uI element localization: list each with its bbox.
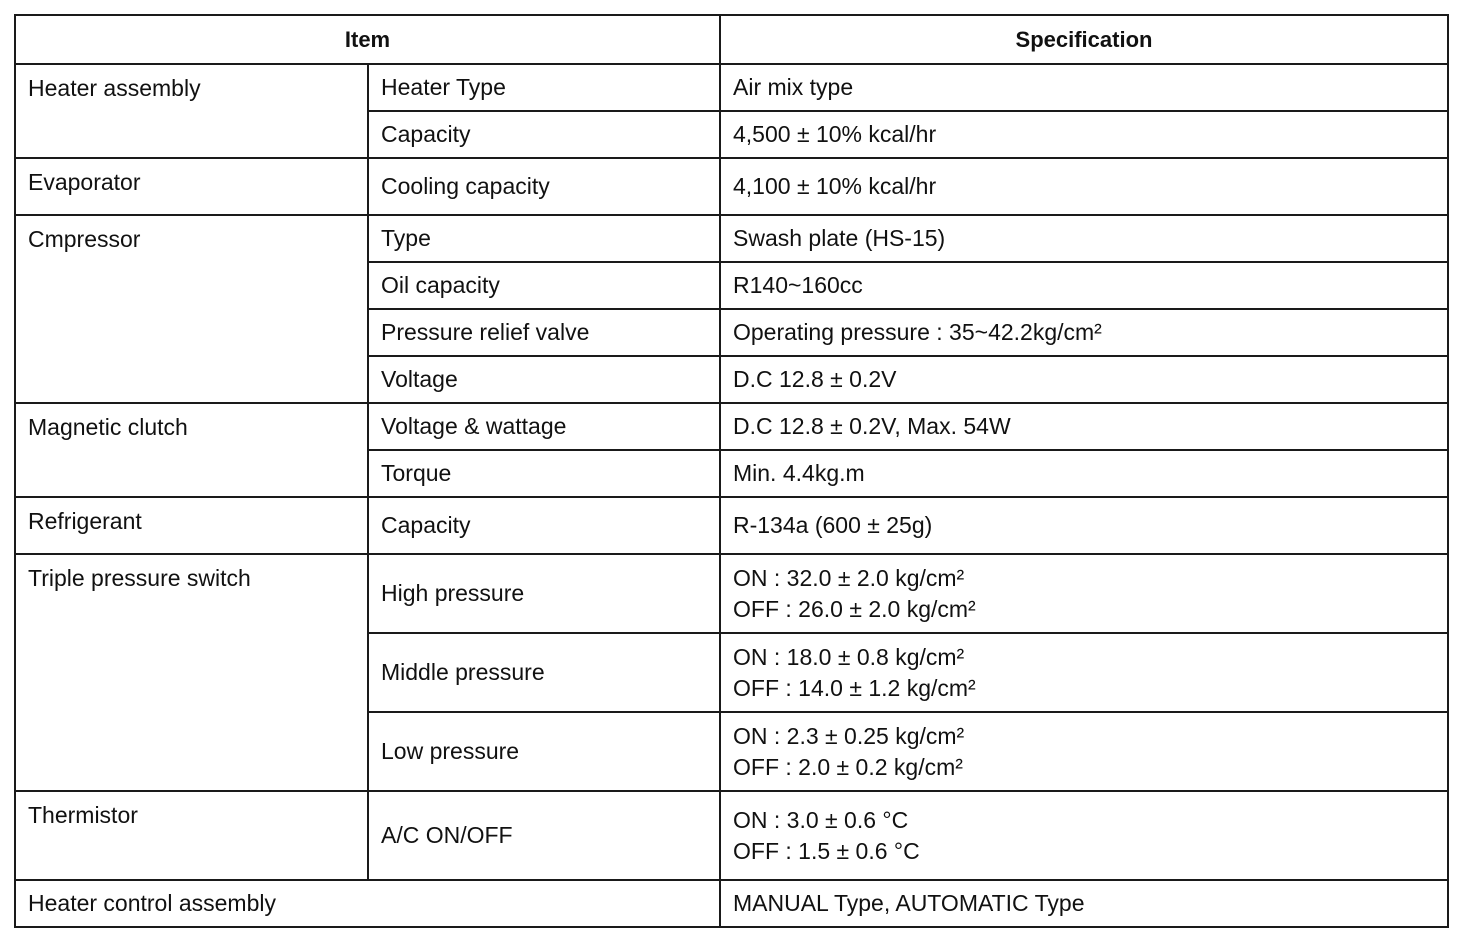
group-thermistor: Thermistor <box>15 791 368 880</box>
spec-value: D.C 12.8 ± 0.2V, Max. 54W <box>720 403 1448 450</box>
item-label: Voltage <box>368 356 720 403</box>
table-row <box>15 158 1448 215</box>
spec-off: OFF : 1.5 ± 0.6 °C <box>733 837 920 864</box>
spec-on: ON : 32.0 ± 2.0 kg/cm² <box>733 564 965 591</box>
spec-value: Operating pressure : 35~42.2kg/cm² <box>720 309 1448 356</box>
item-label: Oil capacity <box>368 262 720 309</box>
spec-value: Min. 4.4kg.m <box>720 450 1448 497</box>
item-label: Heater Type <box>368 64 720 111</box>
spec-off: OFF : 26.0 ± 2.0 kg/cm² <box>733 595 976 622</box>
item-label: Pressure relief valve <box>368 309 720 356</box>
item-label: Capacity <box>368 111 720 158</box>
table-row <box>15 497 1448 554</box>
specification-table <box>14 14 1449 928</box>
table-row <box>15 64 1448 111</box>
item-label: Type <box>368 215 720 262</box>
spec-value <box>720 633 1448 712</box>
spec-value: 4,100 ± 10% kcal/hr <box>720 158 1448 215</box>
item-label: Cooling capacity <box>368 158 720 215</box>
table-row <box>15 403 1448 450</box>
spec-value: 4,500 ± 10% kcal/hr <box>720 111 1448 158</box>
group-evaporator: Evaporator <box>15 158 368 215</box>
table-row <box>15 554 1448 633</box>
item-label: Heater control assembly <box>15 880 720 927</box>
item-label: Middle pressure <box>368 633 720 712</box>
group-triple-pressure-switch: Triple pressure switch <box>15 554 368 791</box>
item-label: Capacity <box>368 497 720 554</box>
item-label: High pressure <box>368 554 720 633</box>
spec-on: ON : 2.3 ± 0.25 kg/cm² <box>733 722 965 749</box>
spec-on: ON : 18.0 ± 0.8 kg/cm² <box>733 643 965 670</box>
table-row <box>15 880 1448 927</box>
group-heater-assembly: Heater assembly <box>15 64 368 158</box>
group-magnetic-clutch: Magnetic clutch <box>15 403 368 497</box>
item-label: Torque <box>368 450 720 497</box>
spec-value: Air mix type <box>720 64 1448 111</box>
spec-value: R140~160cc <box>720 262 1448 309</box>
spec-on: ON : 3.0 ± 0.6 °C <box>733 806 909 833</box>
spec-off: OFF : 14.0 ± 1.2 kg/cm² <box>733 674 976 701</box>
specification-header: Specification <box>720 15 1448 64</box>
item-label: Low pressure <box>368 712 720 791</box>
item-header: Item <box>15 15 720 64</box>
item-label: A/C ON/OFF <box>368 791 720 880</box>
spec-value <box>720 554 1448 633</box>
spec-value: Swash plate (HS-15) <box>720 215 1448 262</box>
spec-value: R-134a (600 ± 25g) <box>720 497 1448 554</box>
group-refrigerant: Refrigerant <box>15 497 368 554</box>
item-label: Voltage & wattage <box>368 403 720 450</box>
table-row <box>15 791 1448 880</box>
group-compressor: Cmpressor <box>15 215 368 403</box>
spec-value <box>720 712 1448 791</box>
spec-value <box>720 791 1448 880</box>
spec-value: MANUAL Type, AUTOMATIC Type <box>720 880 1448 927</box>
table-row <box>15 215 1448 262</box>
table-header-row <box>15 15 1448 64</box>
spec-off: OFF : 2.0 ± 0.2 kg/cm² <box>733 753 963 780</box>
spec-value: D.C 12.8 ± 0.2V <box>720 356 1448 403</box>
